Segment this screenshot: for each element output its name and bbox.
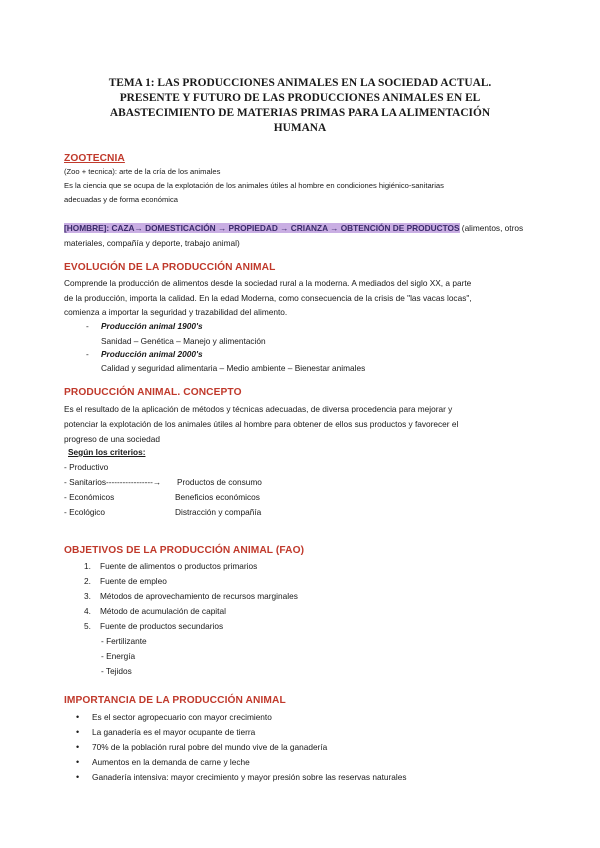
evolucion-line-2: de la producción, importa la calidad. En la edad Moderna, como consecuencia de la crisis de "las vacas locas", — [64, 293, 472, 303]
importancia-item: • Ganadería intensiva: mayor crecimiento y mayor presión sobre las reservas naturales — [76, 772, 407, 782]
bullet-mark: - — [86, 349, 89, 359]
objetivo-item: 1. Fuente de alimentos o productos primarios — [84, 561, 258, 571]
importancia-item: • Aumentos en la demanda de carne y leche — [76, 757, 250, 767]
evolucion-heading: EVOLUCIÓN DE LA PRODUCCIÓN ANIMAL — [64, 262, 276, 273]
evolucion-item-1-title: Producción animal 1900's — [101, 321, 203, 331]
document-title — [60, 76, 540, 136]
importancia-item: • 70% de la población rural pobre del mundo vive de la ganadería — [76, 742, 328, 752]
concepto-heading: PRODUCCIÓN ANIMAL. CONCEPTO — [64, 387, 242, 398]
objetivo-item: 3. Métodos de aprovechamiento de recursos marginales — [84, 591, 298, 601]
chain-rest-2: materiales, compañía y deporte, trabajo animal) — [64, 238, 240, 248]
objetivo-item: 4. Método de acumulación de capital — [84, 606, 226, 616]
zootecnia-description-2: adecuadas y de forma económica — [64, 195, 178, 204]
importancia-heading: IMPORTANCIA DE LA PRODUCCIÓN ANIMAL — [64, 695, 286, 706]
subitem-fertilizante: - Fertilizante — [101, 636, 147, 646]
zootecnia-heading: ZOOTECNIA — [64, 153, 125, 164]
criteria-sanitarios: - Sanitarios-----------------→ — [64, 477, 162, 487]
criteria-heading: Según los criterios: — [68, 447, 146, 457]
criteria-sanitarios-result: Productos de consumo — [177, 477, 262, 487]
concepto-line-3: progreso de una sociedad — [64, 434, 160, 444]
bullet-mark: - — [86, 321, 89, 331]
objetivo-item: 2. Fuente de empleo — [84, 576, 167, 586]
importancia-item: • La ganadería es el mayor ocupante de tierra — [76, 727, 256, 737]
criteria-productivo: - Productivo — [64, 462, 109, 472]
criteria-ecologico-result: Distracción y compañía — [175, 507, 262, 517]
evolucion-line-3: comienza a importar la seguridad y trazabilidad del alimento. — [64, 307, 288, 317]
evolucion-item-2-title: Producción animal 2000's — [101, 349, 203, 359]
evolucion-item-1-text: Sanidad – Genética – Manejo y alimentación — [101, 336, 266, 346]
zootecnia-description-1: Es la ciencia que se ocupa de la explotación de los animales útiles al hombre en condiciones higiénico-sanitarias — [64, 181, 444, 190]
title-line-2: PRESENTE Y FUTURO DE LAS PRODUCCIONES ANIMALES EN EL — [119, 92, 481, 104]
evolucion-item-2-text: Calidad y seguridad alimentaria – Medio ambiente – Bienestar animales — [101, 363, 366, 373]
objetivos-heading: OBJETIVOS DE LA PRODUCCIÓN ANIMAL (FAO) — [64, 545, 305, 556]
criteria-ecologico: - Ecológico — [64, 507, 106, 517]
domestication-chain — [64, 221, 542, 251]
zootecnia-definition: (Zoo + tecnica): arte de la cría de los animales — [64, 167, 221, 176]
chain-highlight: [HOMBRE]: CAZA→ DOMESTICACIÓN → PROPIEDAD → CRIANZA → OBTENCIÓN DE PRODUCTOS — [64, 223, 460, 233]
subitem-energia: - Energía — [101, 651, 136, 661]
title-line-3: ABASTECIMIENTO DE MATERIAS PRIMAS PARA LA ALIMENTACIÓN — [109, 107, 491, 119]
subitem-tejidos: - Tejidos — [101, 666, 132, 676]
chain-rest-1: (alimentos, otros — [459, 223, 524, 233]
criteria-economicos-result: Beneficios económicos — [175, 492, 260, 502]
importancia-item: • Es el sector agropecuario con mayor crecimiento — [76, 712, 272, 722]
title-line-4: HUMANA — [273, 122, 327, 134]
evolucion-line-1: Comprende la producción de alimentos desde la sociedad rural a la moderna. A mediados del siglo XX, a parte — [64, 278, 472, 288]
objetivo-item: 5. Fuente de productos secundarios — [84, 621, 224, 631]
concepto-line-1: Es el resultado de la aplicación de métodos y técnicas adecuadas, de diversa procedencia para mejorar y — [64, 404, 453, 414]
concepto-line-2: potenciar la explotación de los animales útiles al hombre para obtener de ellos sus productos y favorecer el — [64, 419, 459, 429]
title-line-1: TEMA 1: LAS PRODUCCIONES ANIMALES EN LA SOCIEDAD ACTUAL. — [108, 77, 492, 89]
criteria-economicos: - Económicos — [64, 492, 115, 502]
